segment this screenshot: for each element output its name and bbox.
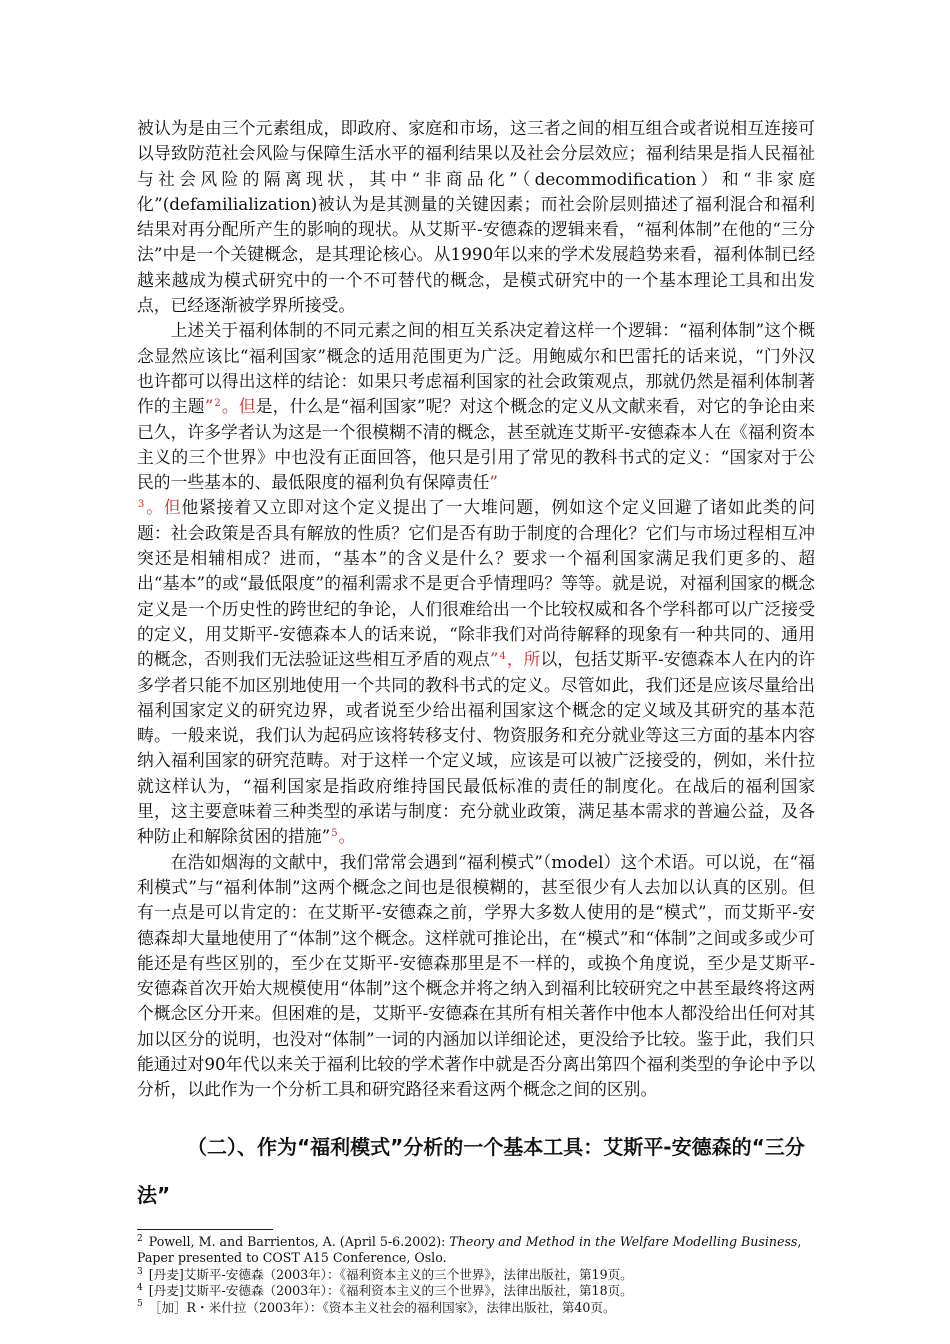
footnote-number: 5 xyxy=(137,1299,143,1310)
red-text: 。但 xyxy=(221,396,256,417)
footnote-text: ［加］R・米什拉（2003年）：《资本主义社会的福利国家》，法律出版社，第40页。 xyxy=(148,1299,616,1315)
footnote-number: 3 xyxy=(137,1266,143,1277)
body-text xyxy=(137,116,815,1103)
red-text: 。 xyxy=(338,826,356,847)
footnote-ref-5[interactable]: 5 xyxy=(331,827,338,839)
footnotes xyxy=(137,1234,815,1316)
paragraph-2-text-d: 以，包括艾斯平-安德森本人在内的许多学者只能不加区别地使用一个共同的教科书式的定义。尽管如此，我们还是应该尽量给出福利国家定义的研究边界，或者说至少给出福利国家这个概念的定义域及其研究的基本范畴。一般来说，我们认为起码应该将转移支付、物资服务和充分就业等这三方面的基本内容纳入福利国家的研究范畴。对于这样一个定义域，应该是可以被广泛接受的，例如，米什拉就这样认为，“福利国家是指政府维持国民最低标准的责任的制度化。在战后的福利国家里，这主要意味着三种类型的承诺与制度：充分就业政策，满足基本需求的普遍公益，及各种防止和解除贫困的措施” xyxy=(137,649,815,847)
footnote-ref-2[interactable]: 2 xyxy=(214,397,221,409)
footnote-text: [丹麦]艾斯平-安德森（2003年）：《福利资本主义的三个世界》，法律出版社，第19页。 xyxy=(148,1266,633,1282)
paragraph-2 xyxy=(137,318,815,849)
footnote-number: 2 xyxy=(137,1233,143,1244)
red-quote-mark: ” xyxy=(204,396,214,417)
section-heading: （二）、作为“福利模式”分析的一个基本工具：艾斯平-安德森的“三分法” xyxy=(137,1135,805,1207)
paragraph-1: 被认为是由三个元素组成，即政府、家庭和市场，这三者之间的相互组合或者说相互连接可以导致防范社会风险与保障生活水平的福利结果以及社会分层效应；福利结果是指人民福祉与社会风险的隔离现状，其中“非商品化”（decommodification）和“非家庭化”(defamilialization)被认为是其测量的关键因素；而社会阶层则描述了福利混合和福利结果对再分配所产生的影响的现状。从艾斯平-安德森的逻辑来看，“福利体制”在他的“三分法”中是一个关键概念，是其理论核心。从1990年以来的学术发展趋势来看，福利体制已经越来越成为模式研究中的一个不可替代的概念，是模式研究中的一个基本理论工具和出发点，已经逐渐被学界所接受。 xyxy=(137,118,815,316)
footnote-item xyxy=(137,1267,815,1283)
red-quote-mark: ” xyxy=(489,472,499,493)
footnote-text: , Paper presented to COST A15 Conference, Oslo. xyxy=(137,1234,802,1266)
paragraph-2-text-a: 上述关于福利体制的不同元素之间的相互关系决定着这样一个逻辑：“福利体制”这个概念显然应该比“福利国家”概念的适用范围更为广泛。用鲍威尔和巴雷托的话来说，“门外汉也许都可以得出这样的结论：如果只考虑福利国家的社会政策观点，那就仍然是福利体制著作的主题 xyxy=(137,320,815,417)
footnote-ref-3[interactable]: 3 xyxy=(138,498,145,510)
footnote-item xyxy=(137,1283,815,1299)
footnote-text: [丹麦]艾斯平-安德森（2003年）：《福利资本主义的三个世界》，法律出版社，第18页。 xyxy=(148,1283,633,1299)
footnote-divider xyxy=(137,1229,273,1230)
footnote-ref-4[interactable]: 4 xyxy=(499,650,506,662)
footnote-text: Powell, M. and Barrientos, A. (April 5-6.2002): xyxy=(148,1234,450,1249)
footnote-item xyxy=(137,1300,815,1316)
footnote-item xyxy=(137,1234,815,1267)
paragraph-2-text-b: 是，什么是“福利国家”呢？对这个概念的定义从文献来看，对它的争论由来已久，许多学者认为这是一个很模糊不清的概念，甚至就连艾斯平-安德森本人在《福利资本主义的三个世界》中也没有正面回答，他只是引用了常见的教科书式的定义：“国家对于公民的一些基本的、最低限度的福利负有保障责任 xyxy=(137,396,815,493)
footnote-number: 4 xyxy=(137,1283,143,1294)
red-text: 。但 xyxy=(145,497,182,518)
paragraph-3: 在浩如烟海的文献中，我们常常会遇到“福利模式”（model）这个术语。可以说，在“福利模式”与“福利体制”这两个概念之间也是很模糊的，甚至很少有人去加以认真的区别。但有一点是可以肯定的：在艾斯平-安德森之前，学界大多数人使用的是“模式”，而艾斯平-安德森却大量地使用了“体制”这个概念。这样就可推论出，在“模式”和“体制”之间或多或少可能还是有些区别的，至少在艾斯平-安德森那里是不一样的，或换个角度说，至少是艾斯平-安德森首次开始大规模使用“体制”这个概念并将之纳入到福利比较研究之中甚至最终将这两个概念区分开来。但困难的是，艾斯平-安德森在其所有相关著作中他本人都没给出任何对其加以区分的说明，也没对“体制”一词的内涵加以详细论述，更没给予比较。鉴于此，我们只能通过对90年代以来关于福利比较的学术著作中就是否分离出第四个福利类型的争论中予以分析，以此作为一个分析工具和研究路径来看这两个概念之间的区别。 xyxy=(137,851,815,1100)
paragraph-2-text-c: 他紧接着又立即对这个定义提出了一大堆问题，例如这个定义回避了诸如此类的问题：社会政策是否具有解放的性质？它们是否有助于制度的合理化？它们与市场过程相互冲突还是相辅相成？进而，“基本”的含义是什么？要求一个福利国家满足我们更多的、超出“基本”的或“最低限度”的福利需求不是更合乎情理吗？等等。就是说，对福利国家的概念定义是一个历史性的跨世纪的争论，人们很难给出一个比较权威和各个学科都可以广泛接受的定义，用艾斯平-安德森本人的话来说，“除非我们对尚待解释的现象有一种共同的、通用的概念，否则我们无法验证这些相互矛盾的观点 xyxy=(137,497,815,670)
red-quote-mark: ” xyxy=(489,649,499,670)
footnote-title: Theory and Method in the Welfare Modelling Business xyxy=(449,1234,798,1249)
red-text: ，所 xyxy=(506,649,541,670)
